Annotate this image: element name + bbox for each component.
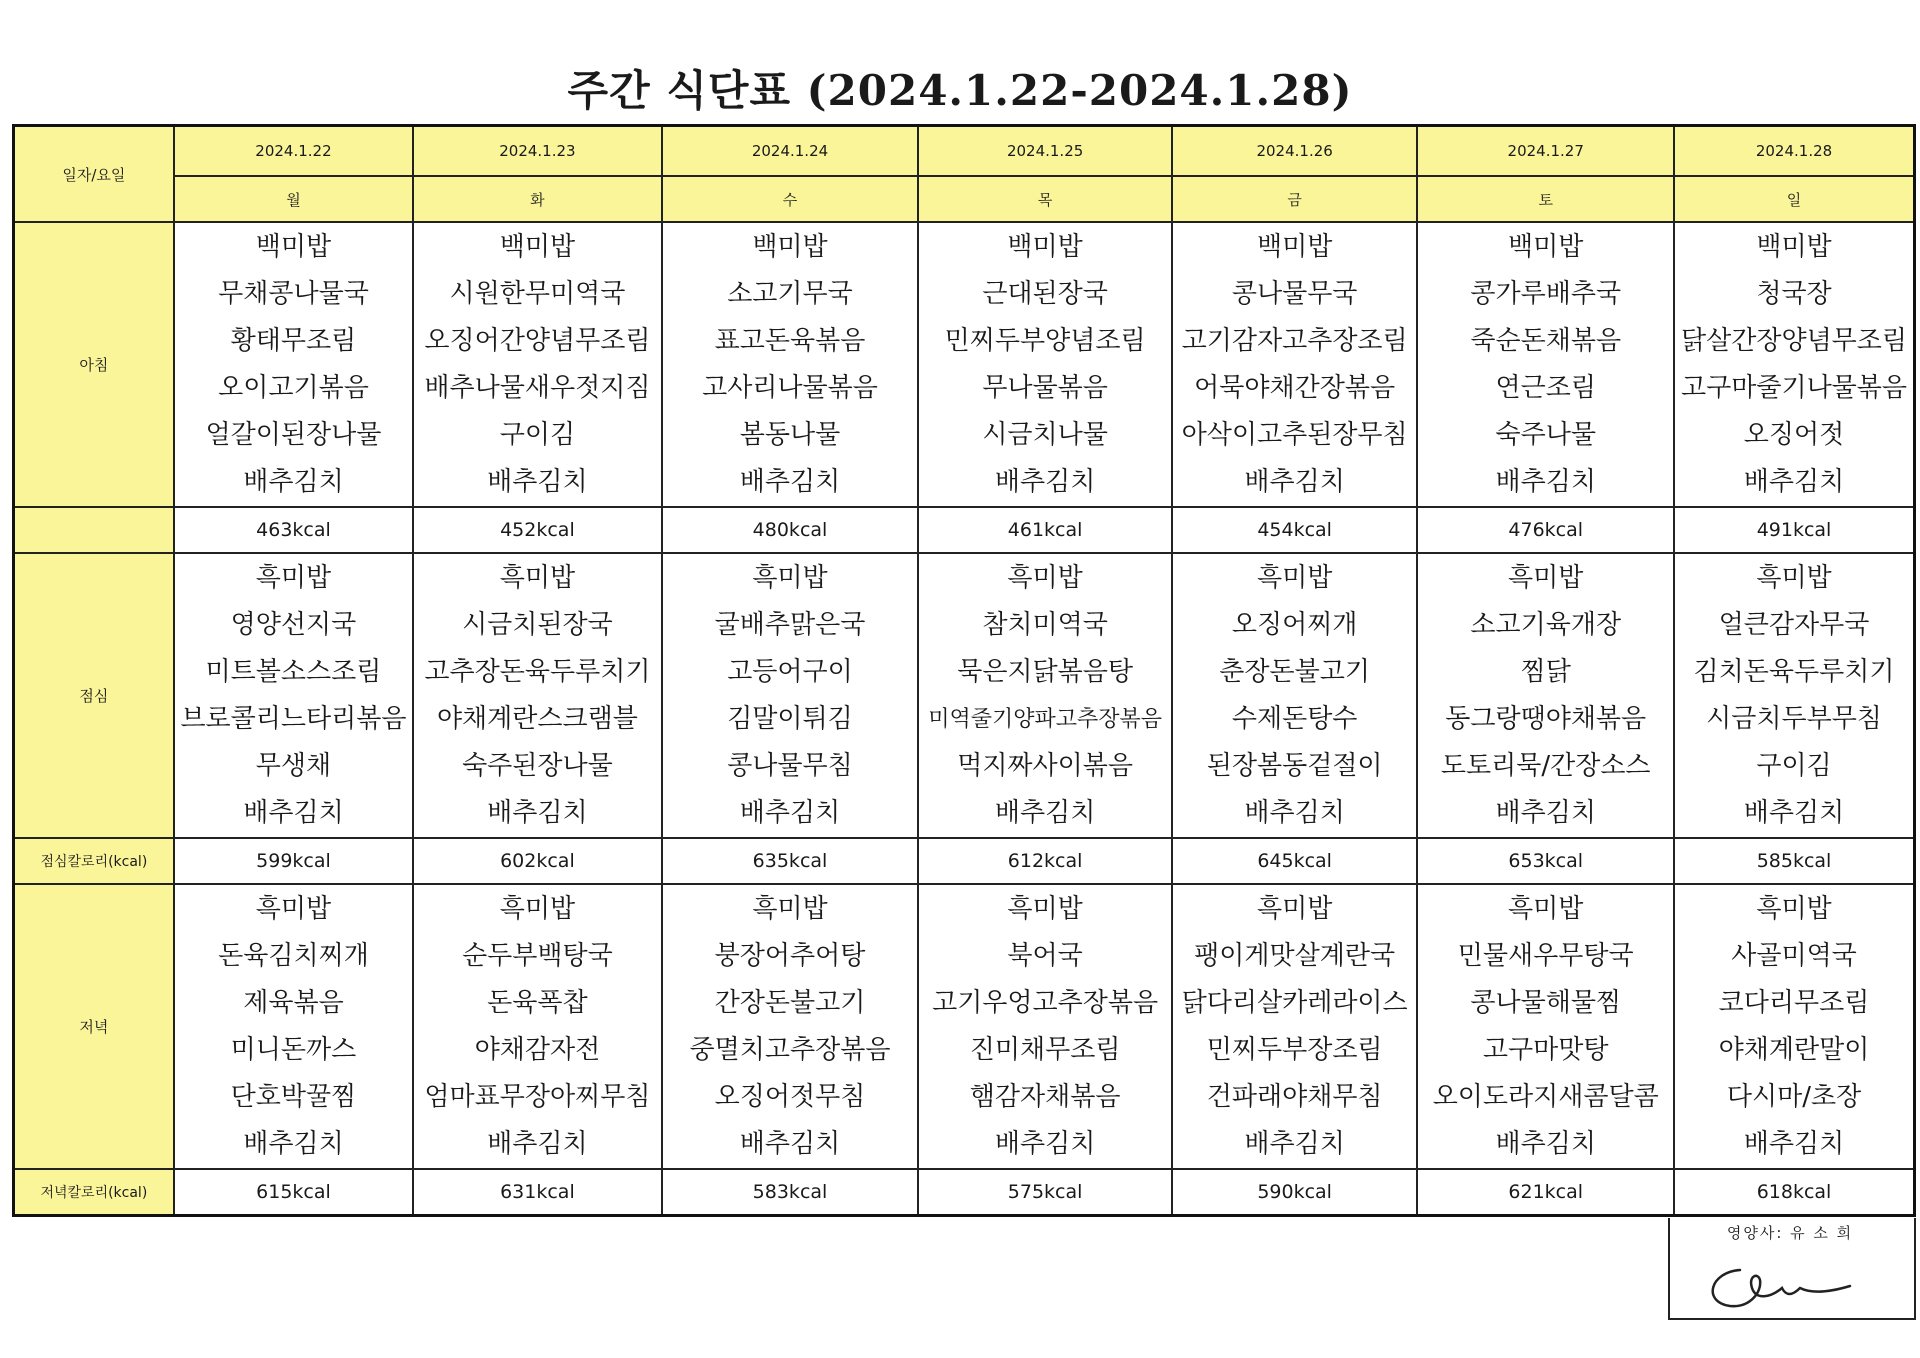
menu-item: 배추김치: [243, 1128, 344, 1159]
menu-item: 표고돈육볶음: [714, 325, 866, 356]
menu-item: 흑미밥: [1508, 893, 1584, 924]
menu-item: 찜닭: [1520, 656, 1571, 687]
menu-item: 배추김치: [1244, 466, 1345, 497]
weekday-cell: 화: [413, 176, 662, 222]
menu-item: 흑미밥: [752, 893, 828, 924]
nutritionist-label: 영양사: 유 소 희: [1726, 1224, 1854, 1242]
menu-item: 오이도라지새콤달콤: [1432, 1081, 1659, 1112]
menu-item: 엄마표무장아찌무침: [424, 1081, 651, 1112]
meal-label-lunch: 점심: [14, 553, 174, 838]
menu-item: 닭살간장양념무조림: [1680, 325, 1908, 356]
menu-item: 무생채: [255, 750, 332, 781]
breakfast-menu-cell: [918, 222, 1172, 507]
date-cell: 2024.1.23: [413, 126, 662, 177]
menu-item: 배추김치: [487, 1128, 588, 1159]
menu-item: 오징어젓무침: [714, 1081, 866, 1112]
breakfast-kcal-cell: 480kcal: [662, 507, 919, 553]
menu-item: 햄감자채볶음: [969, 1081, 1121, 1112]
menu-item: 오징어젓: [1743, 419, 1845, 450]
dinner-kcal-cell: 621kcal: [1417, 1169, 1674, 1216]
menu-item: 배추김치: [1495, 797, 1596, 828]
menu-item: 야채감자전: [474, 1034, 601, 1065]
menu-item: 야채계란스크램블: [436, 703, 638, 734]
menu-item: 시원한무미역국: [449, 278, 626, 309]
menu-item: 시금치두부무침: [1706, 703, 1882, 734]
menu-item: 배추김치: [243, 797, 344, 828]
menu-item: 배추김치: [487, 466, 588, 497]
menu-item: 흑미밥: [1007, 893, 1083, 924]
menu-item: 고기감자고추장조림: [1181, 325, 1408, 356]
dinner-kcal-cell: 583kcal: [662, 1169, 919, 1216]
date-cell: 2024.1.26: [1172, 126, 1417, 177]
menu-item: 코다리무조림: [1718, 987, 1870, 1018]
menu-item: 고등어구이: [727, 656, 853, 687]
menu-item: 배추김치: [1244, 1128, 1345, 1159]
dinner-menu-cell: [1417, 884, 1674, 1169]
menu-item: 배추김치: [1743, 1128, 1845, 1159]
menu-item: 콩나물해물찜: [1470, 987, 1622, 1018]
weekday-cell: 일: [1674, 176, 1914, 222]
lunch-kcal-cell: 653kcal: [1417, 838, 1674, 884]
date-cell: 2024.1.28: [1674, 126, 1914, 177]
menu-item: 근대된장국: [982, 278, 1108, 309]
breakfast-kcal-cell: 476kcal: [1417, 507, 1674, 553]
menu-item: 닭다리살카레라이스: [1181, 987, 1408, 1018]
menu-item: 돈육폭찹: [487, 987, 588, 1018]
menu-item: 간장돈불고기: [714, 987, 866, 1018]
dinner-kcal-cell: 618kcal: [1674, 1169, 1914, 1216]
menu-item: 배추김치: [1495, 1128, 1596, 1159]
menu-item: 민찌두부양념조림: [944, 325, 1146, 356]
lunch-menu-cell: [918, 553, 1172, 838]
lunch-menu-cell: [1172, 553, 1417, 838]
menu-item: 진미채무조림: [969, 1034, 1121, 1065]
breakfast-menu-cell: [662, 222, 919, 507]
menu-item: 무채콩나물국: [218, 278, 369, 309]
menu-item: 굴배추맑은국: [714, 609, 866, 640]
menu-item: 숙주된장나물: [462, 750, 613, 781]
menu-item: 무나물볶음: [982, 372, 1108, 403]
menu-item: 영양선지국: [230, 609, 357, 640]
date-cell: 2024.1.27: [1417, 126, 1674, 177]
lunch-menu-cell: [662, 553, 919, 838]
menu-item: 묵은지닭볶음탕: [957, 656, 1134, 687]
menu-item: 황태무조림: [230, 325, 357, 356]
menu-item: 아삭이고추된장무침: [1181, 419, 1408, 450]
lunch-kcal-cell: 645kcal: [1172, 838, 1417, 884]
menu-item: 춘장돈불고기: [1219, 656, 1370, 687]
menu-item: 고사리나물볶음: [702, 372, 878, 403]
menu-item: 돈육김치찌개: [218, 940, 369, 971]
dinner-menu-cell: [174, 884, 413, 1169]
breakfast-menu-cell: [1172, 222, 1417, 507]
date-cell: 2024.1.24: [662, 126, 919, 177]
dinner-kcal-cell: 615kcal: [174, 1169, 413, 1216]
menu-item: 흑미밥: [1756, 562, 1832, 593]
menu-item: 참치미역국: [982, 609, 1108, 640]
dinner-kcal-cell: 590kcal: [1172, 1169, 1417, 1216]
signature: [1700, 1250, 1880, 1312]
menu-item: 흑미밥: [1007, 562, 1083, 593]
menu-item: 브로콜리느타리볶음: [180, 703, 407, 734]
menu-item: 시금치나물: [982, 419, 1108, 450]
menu-item: 흑미밥: [1756, 893, 1832, 924]
menu-item: 미트볼소스조림: [205, 656, 382, 687]
menu-item: 백미밥: [499, 231, 576, 262]
menu-item: 백미밥: [1007, 231, 1083, 262]
breakfast-kcal-cell: 461kcal: [918, 507, 1172, 553]
menu-item: 흑미밥: [499, 893, 576, 924]
menu-item: 배추김치: [739, 466, 841, 497]
meal-label-breakfast: 아침: [14, 222, 174, 507]
lunch-kcal-cell: 602kcal: [413, 838, 662, 884]
menu-item: 백미밥: [1508, 231, 1584, 262]
menu-item: 김치돈육두루치기: [1693, 656, 1895, 687]
lunch-kcal-cell: 585kcal: [1674, 838, 1914, 884]
menu-item: 민찌두부장조림: [1206, 1034, 1383, 1065]
menu-item: 다시마/초장: [1726, 1081, 1862, 1112]
menu-item: 콩가루배추국: [1470, 278, 1622, 309]
menu-item: 야채계란말이: [1718, 1034, 1870, 1065]
date-day-header: 일자/요일: [14, 126, 174, 223]
menu-item: 시금치된장국: [462, 609, 613, 640]
menu-item: 청국장: [1756, 278, 1832, 309]
menu-item: 흑미밥: [499, 562, 576, 593]
menu-item: 배추나물새우젓지짐: [424, 372, 651, 403]
weekday-cell: 목: [918, 176, 1172, 222]
menu-item: 백미밥: [1756, 231, 1832, 262]
lunch-kcal-cell: 635kcal: [662, 838, 919, 884]
menu-item: 흑미밥: [1508, 562, 1584, 593]
menu-item: 죽순돈채볶음: [1470, 325, 1622, 356]
breakfast-kcal-cell: 491kcal: [1674, 507, 1914, 553]
menu-item: 오징어간양념무조림: [424, 325, 651, 356]
menu-item: 미역줄기양파고추장볶음: [928, 706, 1162, 732]
menu-item: 배추김치: [739, 797, 841, 828]
dinner-menu-cell: [662, 884, 919, 1169]
menu-item: 도토리묵/간장소스: [1440, 750, 1651, 781]
menu-item: 숙주나물: [1495, 419, 1596, 450]
weekday-cell: 토: [1417, 176, 1674, 222]
kcal-label-dinner: 저녁칼로리(kcal): [14, 1169, 174, 1216]
menu-item: 민물새우무탕국: [1457, 940, 1634, 971]
menu-item: 북어국: [1007, 940, 1083, 971]
menu-item: 백미밥: [255, 231, 332, 262]
breakfast-menu-cell: [413, 222, 662, 507]
menu-item: 흑미밥: [1256, 893, 1333, 924]
menu-item: 얼큰감자무국: [1718, 609, 1870, 640]
menu-item: 흑미밥: [1256, 562, 1333, 593]
menu-item: 소고기무국: [727, 278, 853, 309]
menu-item: 소고기육개장: [1470, 609, 1622, 640]
breakfast-menu-cell: [174, 222, 413, 507]
menu-item: 얼갈이된장나물: [205, 419, 382, 450]
menu-item: 미니돈까스: [230, 1034, 357, 1065]
menu-item: 콩나물무침: [727, 750, 853, 781]
menu-item: 봄동나물: [739, 419, 841, 450]
menu-item: 오이고기볶음: [218, 372, 369, 403]
menu-item: 오징어찌개: [1231, 609, 1358, 640]
menu-item: 중멸치고추장볶음: [689, 1034, 891, 1065]
menu-item: 어묵야채간장볶음: [1194, 372, 1396, 403]
weekly-menu-table: [12, 124, 1916, 1217]
menu-item: 배추김치: [994, 466, 1096, 497]
breakfast-kcal-cell: 463kcal: [174, 507, 413, 553]
dinner-menu-cell: [1172, 884, 1417, 1169]
dinner-menu-cell: [1674, 884, 1914, 1169]
menu-item: 배추김치: [243, 466, 344, 497]
menu-item: 흑미밥: [255, 893, 332, 924]
menu-item: 배추김치: [739, 1128, 841, 1159]
lunch-kcal-cell: 599kcal: [174, 838, 413, 884]
menu-item: 콩나물무국: [1231, 278, 1358, 309]
menu-item: 배추김치: [1743, 466, 1845, 497]
menu-item: 배추김치: [1495, 466, 1596, 497]
menu-item: 김말이튀김: [727, 703, 853, 734]
menu-item: 고추장돈육두루치기: [424, 656, 651, 687]
dinner-kcal-cell: 575kcal: [918, 1169, 1172, 1216]
menu-item: 팽이게맛살계란국: [1194, 940, 1396, 971]
dinner-menu-cell: [918, 884, 1172, 1169]
menu-item: 붕장어추어탕: [714, 940, 866, 971]
menu-item: 구이김: [499, 419, 576, 450]
menu-item: 배추김치: [994, 797, 1096, 828]
menu-item: 백미밥: [752, 231, 828, 262]
dinner-kcal-cell: 631kcal: [413, 1169, 662, 1216]
menu-item: 흑미밥: [752, 562, 828, 593]
menu-item: 된장봄동겉절이: [1206, 750, 1383, 781]
lunch-kcal-cell: 612kcal: [918, 838, 1172, 884]
weekday-cell: 수: [662, 176, 919, 222]
breakfast-menu-cell: [1417, 222, 1674, 507]
menu-item: 단호박꿀찜: [230, 1081, 357, 1112]
menu-item: 구이김: [1756, 750, 1832, 781]
weekday-cell: 금: [1172, 176, 1417, 222]
lunch-menu-cell: [1674, 553, 1914, 838]
menu-item: 건파래야채무침: [1206, 1081, 1383, 1112]
menu-item: 동그랑땡야채볶음: [1445, 703, 1647, 734]
menu-item: 연근조림: [1495, 372, 1596, 403]
lunch-menu-cell: [1417, 553, 1674, 838]
dinner-menu-cell: [413, 884, 662, 1169]
breakfast-kcal-cell: 452kcal: [413, 507, 662, 553]
kcal-label-lunch: 점심칼로리(kcal): [14, 838, 174, 884]
menu-item: 배추김치: [994, 1128, 1096, 1159]
breakfast-menu-cell: [1674, 222, 1914, 507]
menu-item: 고구마줄기나물볶음: [1680, 372, 1908, 403]
menu-item: 백미밥: [1256, 231, 1333, 262]
menu-item: 수제돈탕수: [1231, 703, 1358, 734]
menu-item: 순두부백탕국: [462, 940, 613, 971]
menu-item: 배추김치: [487, 797, 588, 828]
menu-item: 제육볶음: [243, 987, 344, 1018]
menu-item: 배추김치: [1244, 797, 1345, 828]
menu-item: 배추김치: [1743, 797, 1845, 828]
menu-item: 먹지짜사이볶음: [957, 750, 1134, 781]
lunch-menu-cell: [413, 553, 662, 838]
kcal-label-breakfast: [14, 507, 174, 553]
breakfast-kcal-cell: 454kcal: [1172, 507, 1417, 553]
page-title: 주간 식단표 (2024.1.22-2024.1.28): [567, 66, 1353, 115]
menu-item: 흑미밥: [255, 562, 332, 593]
menu-item: 사골미역국: [1731, 940, 1857, 971]
lunch-menu-cell: [174, 553, 413, 838]
date-cell: 2024.1.25: [918, 126, 1172, 177]
weekday-cell: 월: [174, 176, 413, 222]
menu-item: 고기우엉고추장볶음: [932, 987, 1159, 1018]
menu-item: 고구마맛탕: [1482, 1034, 1609, 1065]
meal-label-dinner: 저녁: [14, 884, 174, 1169]
date-cell: 2024.1.22: [174, 126, 413, 177]
